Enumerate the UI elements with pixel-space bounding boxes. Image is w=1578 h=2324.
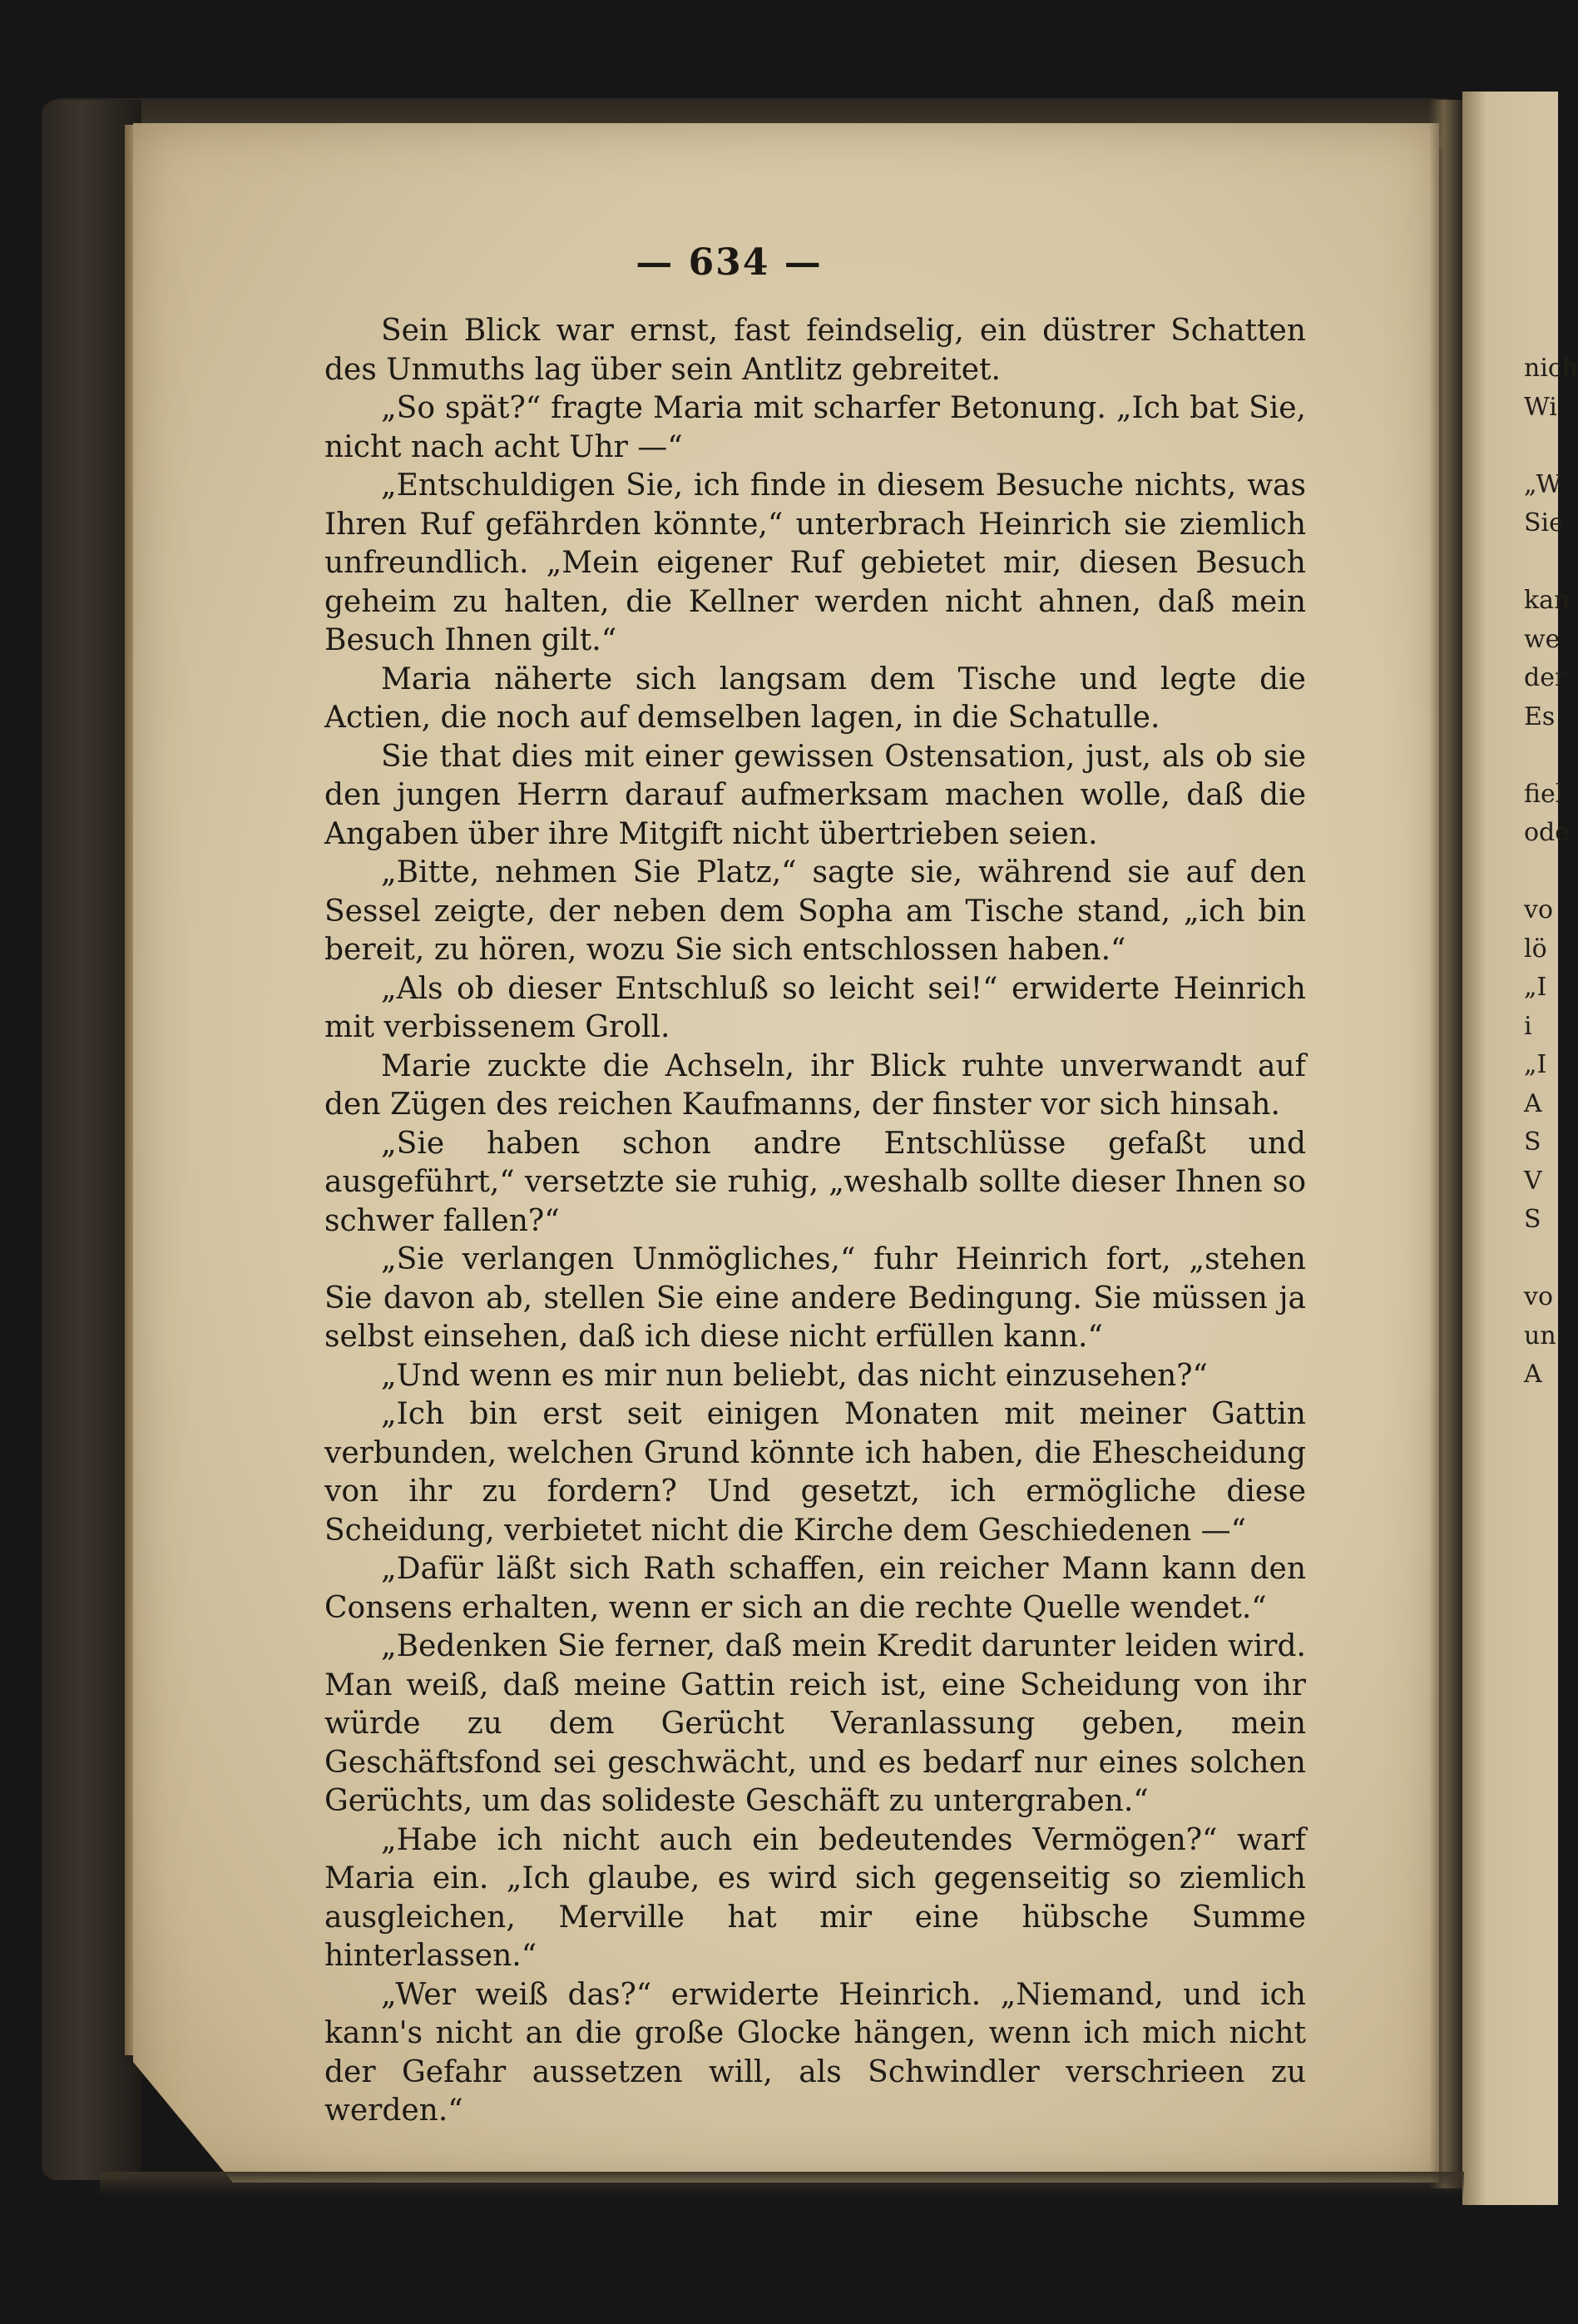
next-page-fragment: vo bbox=[1524, 1282, 1554, 1311]
book-gutter bbox=[1429, 100, 1462, 2188]
paragraph: „Bitte, nehmen Sie Platz,“ sagte sie, während sie auf den Sessel zeigte, der neben dem Sopha am Tische stand, „ich bin bereit, zu hören, wozu Sie sich entschlossen haben.“ bbox=[324, 855, 1306, 967]
page-number: — 634 — bbox=[636, 241, 823, 284]
paragraph: Maria näherte sich langsam dem Tische und legte die Actien, die noch auf demselben lagen, in die Schatulle. bbox=[324, 662, 1306, 735]
next-page-fragment: S bbox=[1524, 1205, 1541, 1234]
next-page-fragment: Es bbox=[1524, 701, 1556, 731]
next-page-fragment: un bbox=[1524, 1321, 1556, 1350]
next-page-fragment: S bbox=[1524, 1127, 1541, 1157]
next-page-fragment: „I bbox=[1524, 973, 1547, 1002]
paragraph: „Sie haben schon andre Entschlüsse gefaßt und ausgeführt,“ versetzte sie ruhig, „weshalb sollte dieser Ihnen so schwer fallen?“ bbox=[324, 1126, 1306, 1238]
paragraph: „Und wenn es mir nun beliebt, das nicht einzusehen?“ bbox=[381, 1358, 1208, 1393]
next-page-fragment: we bbox=[1524, 624, 1561, 654]
paragraph: „So spät?“ fragte Maria mit scharfer Betonung. „Ich bat Sie, nicht nach acht Uhr —“ bbox=[324, 391, 1306, 464]
paragraph: Marie zuckte die Achseln, ihr Blick ruhte unverwandt auf den Zügen des reichen Kaufmanns, der finster vor sich hinsah. bbox=[324, 1048, 1306, 1122]
next-page-fragment: fiel bbox=[1524, 779, 1564, 809]
next-page-fragment: Wi bbox=[1524, 392, 1557, 422]
paragraph: Sein Blick war ernst, fast feindselig, ein düstrer Schatten des Unmuths lag über sein Antlitz gebreitet. bbox=[324, 314, 1306, 387]
paragraph: „Ich bin erst seit einigen Monaten mit meiner Gattin verbunden, welchen Grund könnte ich haben, die Ehescheidung von ihr zu fordern? Und gesetzt, ich ermögliche diese Scheidung, verbietet nicht die Kirche dem Geschiedenen —“ bbox=[324, 1397, 1306, 1548]
paragraph: Sie that dies mit einer gewissen Ostensation, just, als ob sie den jungen Herrn darauf aufmerksam machen wolle, daß die Angaben über ihre Mitgift nicht übertrieben seien. bbox=[324, 739, 1306, 851]
paragraph: „Bedenken Sie ferner, daß mein Kredit darunter leiden wird. Man weiß, daß meine Gattin reich ist, eine Scheidung von ihr würde zu dem Gerücht Veranlassung geben, mein Geschäftsfond sei geschwächt, und es bedarf nur eines solchen Gerüchts, um das solideste Geschäft zu untergraben.“ bbox=[324, 1629, 1306, 1818]
page-text bbox=[324, 312, 1306, 2131]
next-page-fragment: vo bbox=[1524, 895, 1554, 924]
paragraph: „Sie verlangen Unmögliches,“ fuhr Heinrich fort, „stehen Sie davon ab, stellen Sie eine andere Bedingung. Sie müssen ja selbst einsehen, daß ich diese nicht erfüllen kann.“ bbox=[324, 1242, 1306, 1354]
paragraph: „Als ob dieser Entschluß so leicht sei!“ erwiderte Heinrich mit verbissenem Groll. bbox=[324, 971, 1306, 1044]
next-page-fragment: A bbox=[1524, 1360, 1542, 1389]
next-page-fragment: V bbox=[1524, 1166, 1542, 1196]
paragraph: „Entschuldigen Sie, ich finde in diesem Besuche nichts, was Ihren Ruf gefährden könnte,“ unterbrach Heinrich sie ziemlich unfreundlich. „Mein eigener Ruf gebietet mir, diesen Besuch geheim zu halten, die Kellner werden nicht ahnen, daß mein Besuch Ihnen gilt.“ bbox=[324, 468, 1306, 657]
next-page-text bbox=[1524, 349, 1578, 1395]
paragraph: „Wer weiß das?“ erwiderte Heinrich. „Niemand, und ich kann's nicht an die große Glocke hängen, wenn ich mich nicht der Gefahr aussetzen will, als Schwindler verschrieen zu werden.“ bbox=[324, 1977, 1306, 2128]
next-page-fragment: „I bbox=[1524, 1050, 1547, 1079]
page-bottom-shadow bbox=[100, 2172, 1464, 2197]
next-page-fragment: ode bbox=[1524, 818, 1571, 847]
next-page-fragment: kan bbox=[1524, 586, 1571, 615]
next-page-fragment: nich bbox=[1524, 354, 1578, 383]
paragraph: „Dafür läßt sich Rath schaffen, ein reicher Mann kann den Consens erhalten, wenn er sich an die rechte Quelle wendet.“ bbox=[324, 1552, 1306, 1625]
paragraph: „Habe ich nicht auch ein bedeutendes Vermögen?“ warf Maria ein. „Ich glaube, es wird sich gegenseitig so ziemlich ausgleichen, Merville hat mir eine hübsche Summe hinterlassen.“ bbox=[324, 1822, 1306, 1973]
next-page-fragment: i bbox=[1524, 1011, 1532, 1041]
next-page-fragment: „W bbox=[1524, 469, 1562, 499]
next-page-fragment: lö bbox=[1524, 934, 1547, 964]
next-page-fragment: A bbox=[1524, 1088, 1542, 1118]
next-page-fragment: der bbox=[1524, 663, 1567, 692]
next-page-fragment: Sie bbox=[1524, 508, 1564, 538]
